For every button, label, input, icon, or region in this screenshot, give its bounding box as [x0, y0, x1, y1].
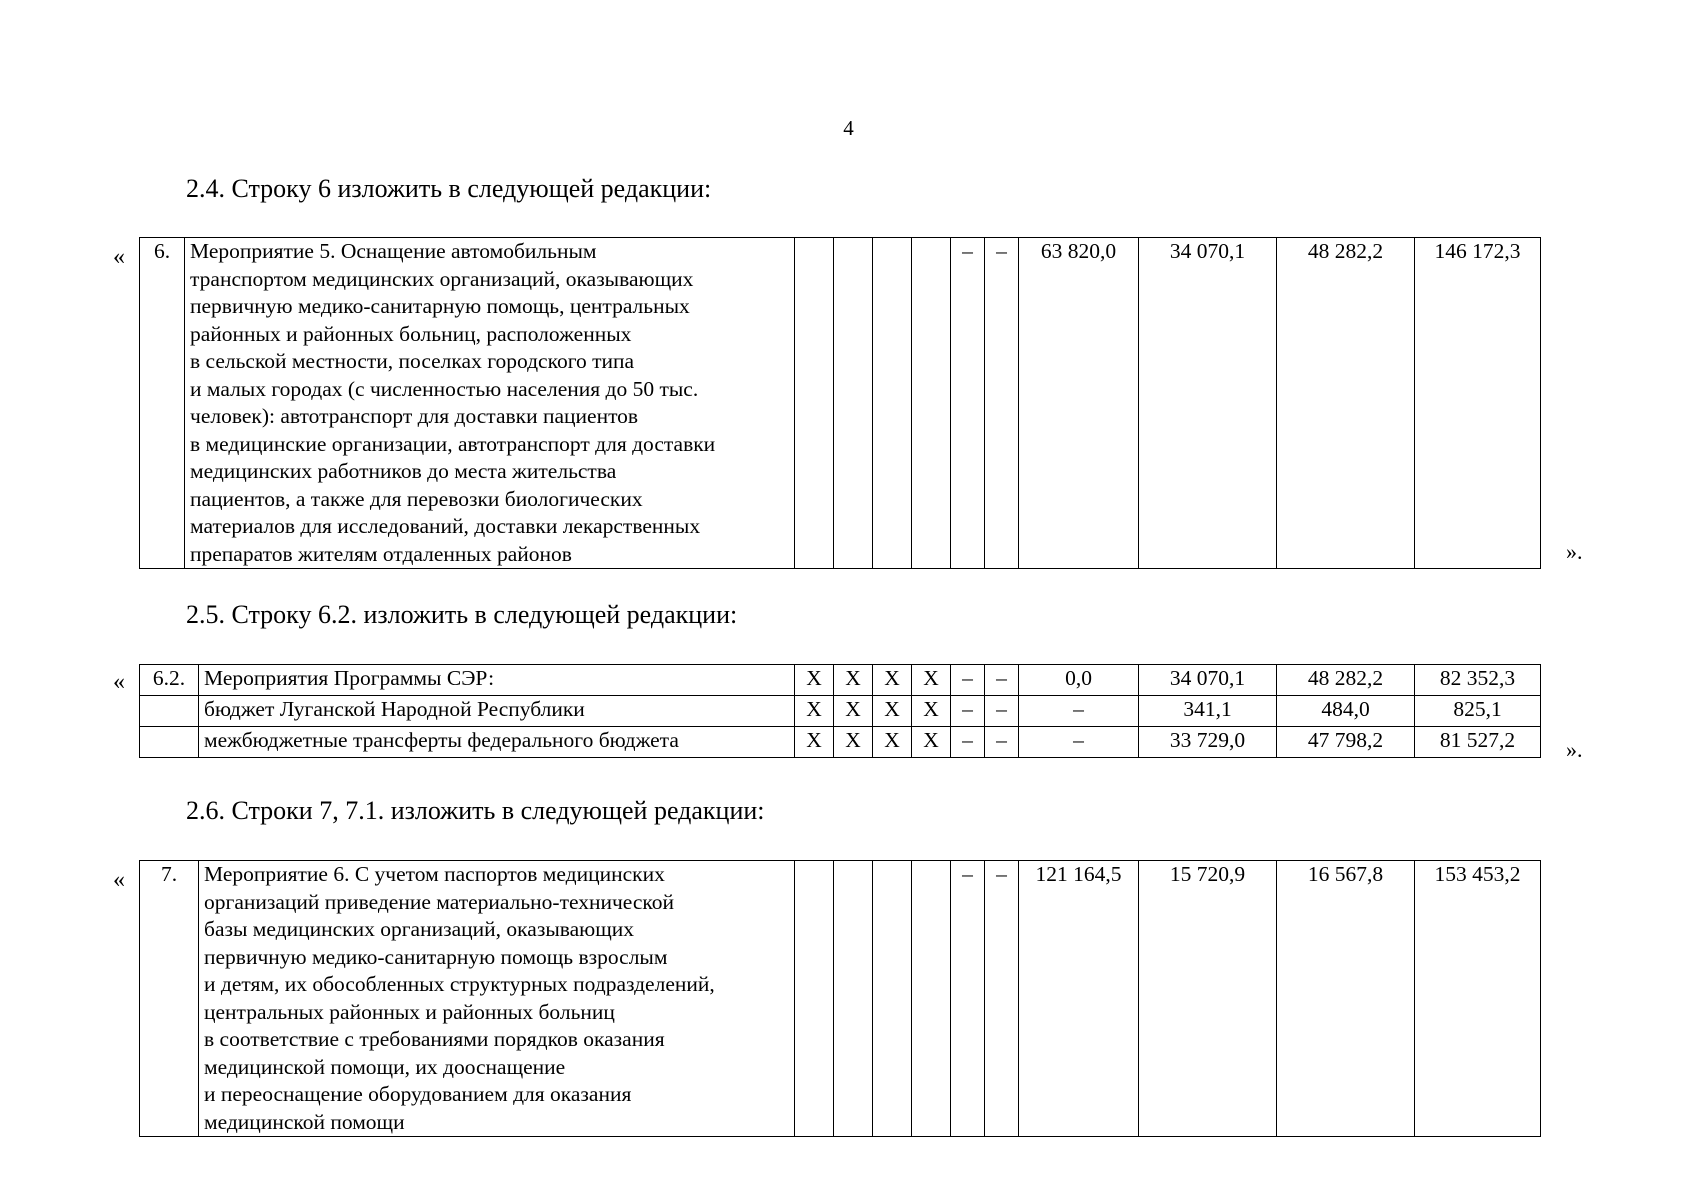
- cell-mark: [834, 238, 873, 569]
- cell-dash: –: [985, 665, 1019, 696]
- cell-mark: [912, 861, 951, 1137]
- desc-line: препаратов жителям отдаленных районов: [190, 541, 572, 566]
- cell-mark: Х: [795, 696, 834, 727]
- cell-mark: Х: [873, 665, 912, 696]
- cell-value: –: [1019, 696, 1139, 727]
- cell-dash: –: [985, 727, 1019, 758]
- cell-mark: Х: [834, 727, 873, 758]
- desc-line: в сельской местности, поселках городского типа: [190, 349, 635, 373]
- cell-mark: [873, 238, 912, 569]
- cell-value: 33 729,0: [1139, 727, 1277, 758]
- cell-mark: [912, 238, 951, 569]
- desc-line: и детям, их обособленных структурных подразделений,: [204, 972, 715, 996]
- cell-mark: Х: [795, 727, 834, 758]
- row-description: бюджет Луганской Народной Республики: [199, 696, 795, 727]
- row-number: [140, 727, 199, 758]
- cell-dash: –: [985, 238, 1019, 569]
- desc-line: человек): автотранспорт для доставки пациентов: [190, 404, 639, 428]
- desc-line: Мероприятие 6. С учетом паспортов медицинских: [204, 862, 665, 886]
- cell-dash: –: [985, 861, 1019, 1137]
- desc-line: базы медицинских организаций, оказывающих: [204, 917, 635, 941]
- cell-mark: [795, 861, 834, 1137]
- cell-mark: Х: [912, 696, 951, 727]
- desc-line: и переоснащение оборудованием для оказания: [204, 1082, 632, 1106]
- row-number: [140, 696, 199, 727]
- desc-line: первичную медико-санитарную помощь, центральных: [190, 294, 690, 318]
- section-heading-2-4: 2.4. Строку 6 изложить в следующей редакции:: [186, 174, 712, 203]
- cell-mark: Х: [873, 727, 912, 758]
- cell-mark: Х: [873, 696, 912, 727]
- cell-dash: –: [951, 238, 985, 569]
- cell-dash: –: [951, 861, 985, 1137]
- cell-mark: Х: [912, 727, 951, 758]
- desc-line: транспортом медицинских организаций, оказывающих: [190, 266, 694, 291]
- cell-value: 121 164,5: [1019, 861, 1139, 1137]
- desc-line: Мероприятие 5. Оснащение автомобильным: [190, 239, 597, 263]
- cell-value: 16 567,8: [1277, 861, 1415, 1137]
- row-description: [185, 238, 795, 569]
- cell-value: 484,0: [1277, 696, 1415, 727]
- cell-dash: –: [951, 665, 985, 696]
- row-number: 6.: [140, 238, 185, 569]
- cell-mark: Х: [834, 696, 873, 727]
- cell-value: 15 720,9: [1139, 861, 1277, 1137]
- desc-line: организаций приведение материально-технической: [204, 889, 675, 914]
- desc-line: материалов для исследований, доставки лекарственных: [190, 514, 701, 538]
- section-heading-2-6: 2.6. Строки 7, 7.1. изложить в следующей редакции:: [186, 796, 765, 825]
- row-description: межбюджетные трансферты федерального бюджета: [199, 727, 795, 758]
- desc-line: в соответствие с требованиями порядков оказания: [204, 1027, 665, 1051]
- desc-line: пациентов, а также для перевозки биологических: [190, 486, 643, 511]
- cell-value: 47 798,2: [1277, 727, 1415, 758]
- table-row: [140, 727, 1541, 758]
- cell-value: 341,1: [1139, 696, 1277, 727]
- table-row: [140, 238, 1541, 569]
- cell-value: 63 820,0: [1019, 238, 1139, 569]
- cell-total: 81 527,2: [1415, 727, 1541, 758]
- cell-total: 153 453,2: [1415, 861, 1541, 1137]
- cell-mark: Х: [912, 665, 951, 696]
- cell-mark: Х: [834, 665, 873, 696]
- cell-total: 82 352,3: [1415, 665, 1541, 696]
- cell-mark: [873, 861, 912, 1137]
- cell-value: 48 282,2: [1277, 665, 1415, 696]
- cell-mark: Х: [795, 665, 834, 696]
- row-description: Мероприятия Программы СЭР:: [199, 665, 795, 696]
- open-quote: «: [113, 867, 125, 893]
- table-row-7: [139, 860, 1541, 1137]
- row-number: 7.: [140, 861, 199, 1137]
- page-number: 4: [843, 116, 854, 140]
- desc-line: первичную медико-санитарную помощь взрослым: [204, 944, 668, 969]
- desc-line: и малых городах (с численностью населения до 50 тыс.: [190, 376, 699, 401]
- desc-line: медицинской помощи, их дооснащение: [204, 1054, 566, 1079]
- cell-mark: [795, 238, 834, 569]
- desc-line: центральных районных и районных больниц: [204, 999, 615, 1024]
- desc-line: в медицинские организации, автотранспорт для доставки: [190, 431, 716, 456]
- cell-value: 0,0: [1019, 665, 1139, 696]
- open-quote: «: [113, 669, 125, 695]
- desc-line: районных и районных больниц, расположенных: [190, 321, 632, 346]
- section-heading-2-5: 2.5. Строку 6.2. изложить в следующей редакции:: [186, 600, 738, 629]
- cell-value: –: [1019, 727, 1139, 758]
- cell-mark: [834, 861, 873, 1137]
- cell-dash: –: [951, 696, 985, 727]
- cell-value: 34 070,1: [1139, 665, 1277, 696]
- table-row: [140, 861, 1541, 1137]
- table-row: [140, 665, 1541, 696]
- desc-line: медицинских работников до места жительства: [190, 459, 617, 483]
- open-quote: «: [113, 244, 125, 270]
- table-row-6-2: [139, 664, 1541, 758]
- desc-line: медицинской помощи: [204, 1109, 405, 1134]
- cell-dash: –: [951, 727, 985, 758]
- close-quote: ».: [1566, 539, 1583, 564]
- row-description: [199, 861, 795, 1137]
- cell-total: 825,1: [1415, 696, 1541, 727]
- table-row-6: [139, 237, 1541, 569]
- cell-value: 34 070,1: [1139, 238, 1277, 569]
- cell-total: 146 172,3: [1415, 238, 1541, 569]
- close-quote: ».: [1566, 737, 1583, 762]
- table-row: [140, 696, 1541, 727]
- cell-dash: –: [985, 696, 1019, 727]
- cell-value: 48 282,2: [1277, 238, 1415, 569]
- row-number: 6.2.: [140, 665, 199, 696]
